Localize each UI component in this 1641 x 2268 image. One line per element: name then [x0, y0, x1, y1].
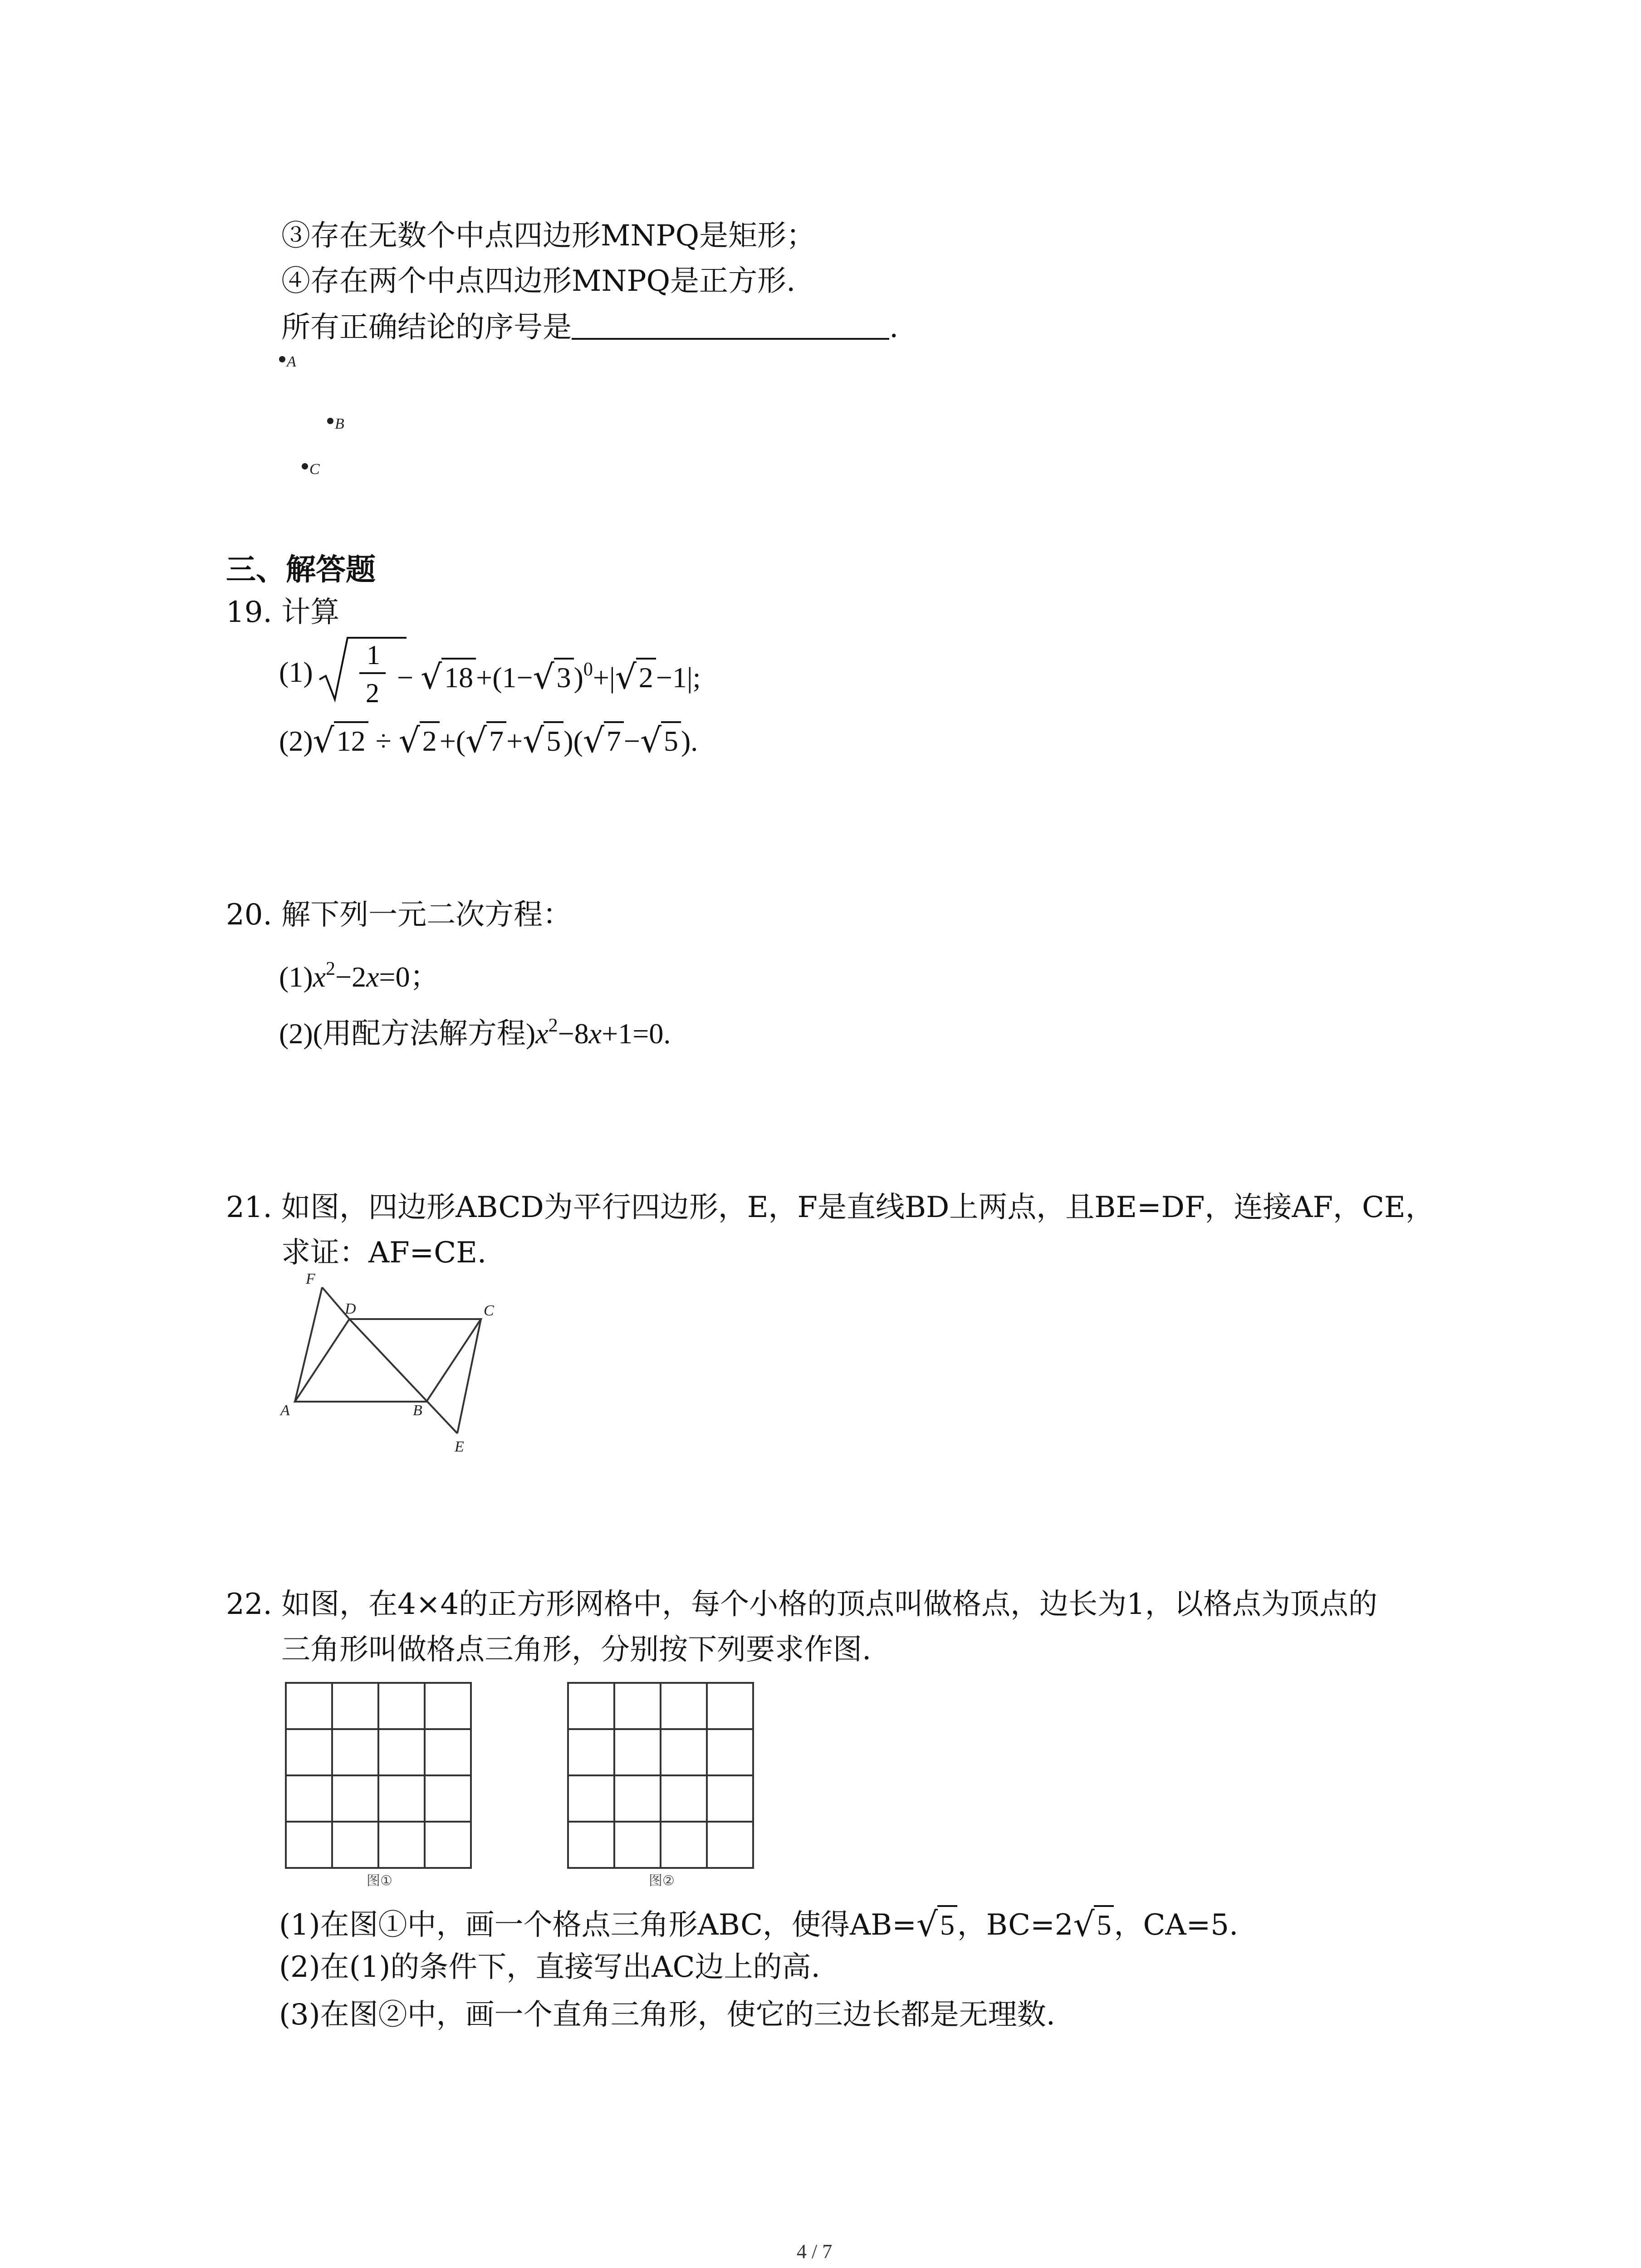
q19-p2-plus-open: +( — [439, 725, 466, 757]
point-a-label: A — [287, 353, 296, 370]
q19-p1-abs-open: +| — [593, 661, 615, 694]
q19-p1-exponent: 0 — [583, 659, 593, 680]
q20-p1-exp: 2 — [326, 958, 336, 979]
q22-part2: (2)在(1)的条件下，直接写出AC边上的高. — [279, 1950, 820, 1984]
radicand: 2 — [636, 658, 656, 692]
q19-p2-tail: ). — [681, 725, 698, 757]
q22-line2: 三角形叫做格点三角形，分别按下列要求作图. — [281, 1633, 872, 1667]
grid-figure-2 — [567, 1682, 758, 1891]
page-number: 4 / 7 — [797, 2240, 833, 2263]
q19-stem: 19. 计算 — [226, 596, 340, 629]
q21-line2: 求证：AF=CE. — [281, 1236, 487, 1270]
radicand: 5 — [1094, 1905, 1114, 1940]
grid-2-caption: 图② — [649, 1873, 675, 1889]
q19-sqrt-fraction — [318, 636, 408, 709]
grid-1-caption: 图① — [367, 1873, 392, 1889]
frac-denominator: 2 — [366, 678, 379, 708]
radicand: 7 — [486, 721, 506, 756]
q20-p2-a: (2)(用配方法解方程) — [279, 1017, 536, 1050]
q22-line1: 22. 如图，在4×4的正方形网格中，每个小格的顶点叫做格点，边长为1，以格点为顶点的 — [226, 1588, 1377, 1621]
radicand: 18 — [441, 658, 476, 692]
q20-p1-x2: x — [366, 961, 379, 993]
q21-parallelogram-figure — [277, 1270, 513, 1455]
q22-sqrt-5a — [916, 1905, 957, 1940]
radicand: 3 — [554, 658, 574, 692]
q19-p2-div: ÷ — [368, 725, 399, 757]
q20-p2-exp: 2 — [548, 1015, 558, 1036]
section-heading: 三、解答题 — [226, 552, 376, 587]
point-a — [279, 356, 285, 362]
q20-p2-x2: x — [588, 1017, 602, 1050]
radicand: 2 — [420, 721, 440, 756]
answer-blank — [572, 315, 889, 340]
q20-stem: 20. 解下列一元二次方程： — [226, 898, 572, 932]
q21-line1: 21. 如图，四边形ABCD为平行四边形，E，F是直线BD上两点，且BE=DF，连接AF，CE， — [226, 1191, 1435, 1224]
line-db-e — [349, 1319, 457, 1433]
q18-prompt — [281, 313, 898, 342]
q20-part2 — [279, 1016, 671, 1048]
q19-p2-plus: + — [506, 725, 523, 757]
q19-p2-prefix: (2) — [279, 725, 313, 757]
q19-sqrt-7b — [583, 721, 624, 756]
label-e: E — [455, 1438, 464, 1455]
q20-p2-x: x — [535, 1017, 549, 1050]
q19-sqrt-12 — [313, 721, 368, 756]
q19-p1-tail: −1|; — [656, 661, 701, 694]
radicand: 5 — [937, 1905, 957, 1940]
q19-sqrt-5b — [640, 721, 681, 756]
q19-p1-close: ) — [573, 661, 583, 694]
radicand: 12 — [334, 721, 368, 756]
q19-part2 — [279, 721, 698, 756]
line-af — [295, 1287, 322, 1402]
q18-item3: ③存在无数个中点四边形MNPQ是矩形； — [281, 219, 816, 253]
q19-sqrt-7a — [465, 721, 506, 756]
frac-numerator: 1 — [367, 640, 380, 670]
radicand: 7 — [604, 721, 624, 756]
point-c-label: C — [309, 461, 320, 478]
q19-sqrt-3 — [533, 658, 574, 692]
q22-part3: (3)在图②中，画一个直角三角形，使它的三边长都是无理数. — [279, 1998, 1055, 2032]
q18-prompt-text: 所有正确结论的序号是 — [281, 311, 572, 344]
label-d: D — [345, 1300, 356, 1317]
q19-p1-minus: − — [397, 661, 414, 694]
q22-p1-c: ，CA=5. — [1114, 1908, 1239, 1942]
q18-item4: ④存在两个中点四边形MNPQ是正方形. — [281, 264, 796, 298]
q19-sqrt-2 — [615, 658, 656, 692]
q20-p2-b: −8 — [558, 1017, 589, 1050]
q20-part1 — [279, 959, 439, 992]
q19-sqrt-5a — [523, 721, 563, 756]
radicand: 5 — [661, 721, 681, 756]
q19-p2-mid: )( — [563, 725, 583, 757]
radicand: 5 — [544, 721, 563, 756]
q18-points-figure — [272, 349, 363, 485]
q22-sqrt-5b — [1073, 1905, 1114, 1940]
q20-p1-a: (1) — [279, 961, 313, 993]
q19-sqrt-2b — [399, 721, 440, 756]
q19-p2-minus: − — [623, 725, 640, 757]
label-c: C — [484, 1302, 494, 1319]
point-b — [327, 418, 333, 424]
q20-p1-x: x — [313, 961, 326, 993]
sqrt-sign — [319, 638, 407, 699]
q22-part1 — [279, 1905, 1238, 1940]
grid-figure-1 — [285, 1682, 475, 1891]
label-b: B — [413, 1402, 422, 1419]
q22-p1-a: (1)在图①中，画一个格点三角形ABC，使得AB= — [279, 1908, 916, 1942]
q18-end: . — [889, 311, 899, 344]
label-a: A — [280, 1402, 290, 1419]
q20-p2-c: +1=0. — [602, 1017, 671, 1050]
point-b-label: B — [335, 415, 344, 432]
label-f: F — [306, 1271, 315, 1287]
q22-p1-b: ，BC=2 — [957, 1908, 1073, 1942]
q20-p1-b: −2 — [335, 961, 367, 993]
q19-sqrt-18 — [421, 658, 476, 692]
q19-p1-prefix: (1) — [279, 656, 313, 688]
q19-p1-mid: +(1− — [476, 661, 533, 694]
point-c — [302, 463, 308, 469]
q20-p1-c: =0； — [379, 961, 439, 993]
